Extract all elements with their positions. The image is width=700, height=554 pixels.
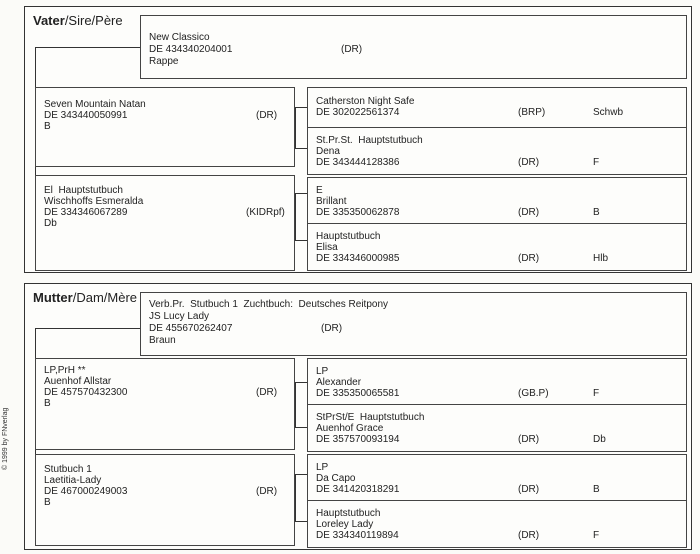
sire-gen3-box-3 — [307, 177, 687, 225]
dam-sire-reg-number: DE 457570432300 — [44, 387, 128, 398]
sire-color: Rappe — [149, 56, 179, 67]
sire-sire-name: Seven Mountain Natan — [44, 99, 146, 110]
dam-gen3-box-3 — [307, 454, 687, 502]
dam-gen3-1-reg-number: DE 335350065581 — [316, 388, 400, 399]
sire-studbook: (DR) — [341, 44, 363, 55]
sire-sire-color: B — [44, 121, 51, 132]
dam-studbook-entry: Verb.Pr. Stutbuch 1 Zuchtbuch: Deutsches Reitpony — [149, 299, 389, 310]
dam-dam-color: B — [44, 497, 51, 508]
dam-gen3-1-studbook: (GB.P) — [518, 388, 549, 399]
dam-gen3-3-color: B — [593, 484, 600, 495]
dam-gen3-2-reg-number: DE 357570093194 — [316, 434, 400, 445]
sire-gen3-box-4 — [307, 223, 687, 271]
dam-gen3-3-reg-number: DE 341420318291 — [316, 484, 400, 495]
dam-reg-number: DE 455670262407 — [149, 323, 233, 334]
sire-gen3-2-color: F — [593, 157, 600, 168]
dam-gen3-4-reg-number: DE 334340119894 — [316, 530, 399, 541]
sire-gen3-2-studbook: (DR) — [518, 157, 540, 168]
dam-dam-box — [35, 454, 295, 546]
dam-gen3-1-studbook-entry: LP — [316, 366, 329, 377]
dam-sire-color: B — [44, 398, 51, 409]
dam-gen3-2-studbook-entry: StPrSt/E Hauptstutbuch — [316, 412, 425, 423]
dam-sire-name: Auenhof Allstar — [44, 376, 112, 387]
dam-gen3-3-studbook-entry: LP — [316, 462, 329, 473]
sire-gen3-3-studbook-entry: E — [316, 185, 323, 196]
sire-title-bold: Vater — [33, 13, 65, 28]
sire-box — [140, 15, 687, 79]
dam-sire-box — [35, 358, 295, 450]
sire-dam-studbook: (KIDRpf) — [246, 207, 285, 218]
dam-sire-studbook: (DR) — [256, 387, 278, 398]
sire-sire-studbook: (DR) — [256, 110, 278, 121]
dam-gen3-3-name: Da Capo — [316, 473, 356, 484]
dam-name: JS Lucy Lady — [149, 311, 210, 322]
dam-dam-studbook: (DR) — [256, 486, 278, 497]
sire-dam-name: Wischhoffs Esmeralda — [44, 196, 144, 207]
sire-gen3-4-studbook: (DR) — [518, 253, 540, 264]
dam-dam-name: Laetitia-Lady — [44, 475, 102, 486]
dam-color: Braun — [149, 335, 176, 346]
sire-gen3-2-studbook-entry: St.Pr.St. Hauptstutbuch — [316, 135, 423, 146]
sire-sire-box — [35, 87, 295, 167]
sire-dam-box — [35, 175, 295, 271]
sire-gen3-1-reg-number: DE 302022561374 — [316, 107, 400, 118]
dam-title-rest: /Dam/Mère — [72, 290, 138, 305]
dam-gen3-1-name: Alexander — [316, 377, 362, 388]
sire-dam-reg-number: DE 334346067289 — [44, 207, 128, 218]
dam-section — [24, 283, 692, 550]
dam-gen3-1-color: F — [593, 388, 600, 399]
sire-gen3-box-2 — [307, 127, 687, 175]
sire-dam-studbook-entry: El Hauptstutbuch — [44, 185, 123, 196]
dam-gen3-4-studbook-entry: Hauptstutbuch — [316, 508, 381, 519]
sire-gen3-4-studbook-entry: Hauptstutbuch — [316, 231, 381, 242]
sire-gen3-3-studbook: (DR) — [518, 207, 540, 218]
sire-reg-number: DE 434340204001 — [149, 44, 233, 55]
sire-gen3-1-studbook: (BRP) — [518, 107, 546, 118]
sire-gen3-4-name: Elisa — [316, 242, 338, 253]
dam-box — [140, 292, 687, 356]
sire-section — [24, 6, 692, 273]
sire-gen3-2-reg-number: DE 343444128386 — [316, 157, 400, 168]
sire-gen3-box-1 — [307, 87, 687, 129]
dam-title-bold: Mutter — [33, 290, 73, 305]
sire-gen3-4-reg-number: DE 334346000985 — [316, 253, 400, 264]
dam-sire-studbook-entry: LP,PrH ** — [44, 365, 86, 376]
sire-dam-color: Db — [44, 218, 57, 229]
sire-sire-reg-number: DE 343440050991 — [44, 110, 128, 121]
dam-dam-reg-number: DE 467000249003 — [44, 486, 128, 497]
dam-gen3-box-1 — [307, 358, 687, 406]
sire-title-rest: /Sire/Père — [64, 13, 123, 28]
dam-gen3-2-name: Auenhof Grace — [316, 423, 384, 434]
sire-gen3-3-color: B — [593, 207, 600, 218]
sire-section-title — [33, 13, 123, 28]
sire-name: New Classico — [149, 32, 210, 43]
sire-gen3-3-reg-number: DE 335350062878 — [316, 207, 400, 218]
dam-studbook: (DR) — [321, 323, 343, 334]
dam-gen3-4-color: F — [593, 530, 600, 541]
dam-gen3-box-4 — [307, 500, 687, 548]
dam-gen3-2-studbook: (DR) — [518, 434, 540, 445]
sire-gen3-1-color: Schwb — [593, 107, 624, 118]
sire-gen3-2-name: Dena — [316, 146, 340, 157]
dam-gen3-3-studbook: (DR) — [518, 484, 540, 495]
dam-gen3-box-2 — [307, 404, 687, 452]
sire-gen3-4-color: Hlb — [593, 253, 609, 264]
dam-section-title — [33, 290, 137, 305]
dam-gen3-4-studbook: (DR) — [518, 530, 540, 541]
dam-dam-studbook-entry: Stutbuch 1 — [44, 464, 92, 475]
sire-gen3-1-name: Catherston Night Safe — [316, 96, 415, 107]
sire-gen3-3-name: Brillant — [316, 196, 347, 207]
copyright-note: © 1999 by FNverlag — [2, 407, 9, 470]
dam-gen3-4-name: Loreley Lady — [316, 519, 374, 530]
dam-gen3-2-color: Db — [593, 434, 606, 445]
